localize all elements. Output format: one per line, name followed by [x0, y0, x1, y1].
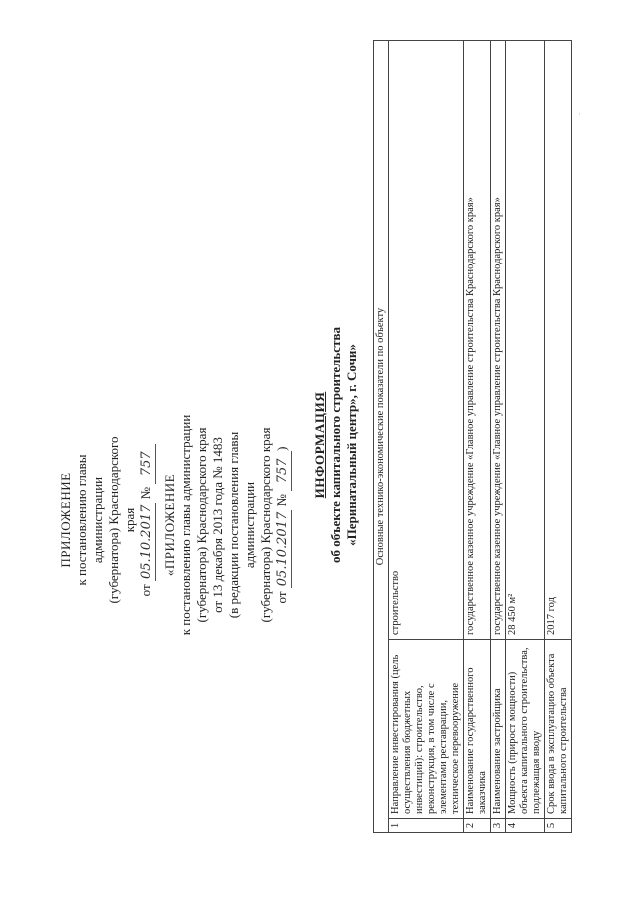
appendix-title: ПРИЛОЖЕНИЕ — [58, 472, 73, 568]
appendix-line: (в редакции постановления главы администрации — [226, 431, 257, 619]
row-number: 1 — [389, 819, 464, 833]
appendix-line: к постановлению главы администрации — [178, 414, 193, 636]
indicator-name: Наименование государственного заказчика — [464, 640, 491, 819]
indicator-name: Мощность (прирост мощности) объекта капитального строительства, подлежащая вводу — [506, 640, 545, 819]
indicator-value: 2017 год — [545, 41, 572, 640]
indicator-value: государственное казенное учреждение «Главное управление строительства Краснодарского края» — [464, 41, 491, 640]
document-heading — [312, 265, 360, 625]
indicator-value: государственное казенное учреждение «Главное управление строительства Краснодарского края» — [491, 41, 506, 640]
row-number: 4 — [506, 819, 545, 833]
document-subtitle: об объекте капитального строительства — [328, 327, 343, 563]
appendix-line: (губернатора) Краснодарского края — [106, 436, 137, 604]
appendix-line: (губернатора) Краснодарского края — [258, 427, 273, 623]
appendix-date-line: от 05.10.2017 № 757 — [138, 425, 156, 615]
document-title: ИНФОРМАЦИЯ — [312, 391, 327, 499]
handwritten-date: 05.10.2017 — [139, 504, 154, 580]
handwritten-date: 05.10.2017 — [275, 511, 290, 587]
appendix-line: к постановлению главы администрации — [74, 454, 105, 586]
handwritten-number: 757 — [275, 451, 292, 491]
appendix-line: от 13 декабря 2013 года № 1483 — [210, 437, 225, 613]
row-number: 2 — [464, 819, 491, 833]
table-header-row — [374, 41, 389, 833]
indicator-value: строительство — [389, 41, 464, 640]
appendix-date-line: от 05.10.2017 № 757) — [274, 446, 290, 604]
row-number: 3 — [491, 819, 506, 833]
indicator-name: Наименование застройщика — [491, 640, 506, 819]
indicator-name: Направление инвестирования (цель осуществления бюджетных инвестиций): строительство, реконструкция, в том числе с элементами реставрации, техническое перевооружение — [389, 640, 464, 819]
appendix-block — [58, 425, 156, 615]
indicator-name: Срок ввода в эксплуатацию объекта капитального строительства — [545, 640, 572, 819]
appendix-quoted-title: «ПРИЛОЖЕНИЕ — [162, 473, 177, 577]
scan-mark: . — [573, 113, 582, 115]
table-header: Основные технико-экономические показатели по объекту — [374, 41, 389, 833]
table-row — [464, 41, 491, 833]
appendix-line: (губернатора) Краснодарского края — [194, 427, 209, 623]
table-row — [506, 41, 545, 833]
indicators-table — [373, 40, 572, 833]
appendix-quoted-block — [162, 395, 292, 655]
object-name: «Перинатальный центр», г. Сочи» — [344, 344, 359, 546]
table-row — [491, 41, 506, 833]
table-row — [389, 41, 464, 833]
indicator-value: 28 450 м² — [506, 41, 545, 640]
row-number: 5 — [545, 819, 572, 833]
table-row — [545, 41, 572, 833]
handwritten-number: 757 — [139, 444, 156, 484]
